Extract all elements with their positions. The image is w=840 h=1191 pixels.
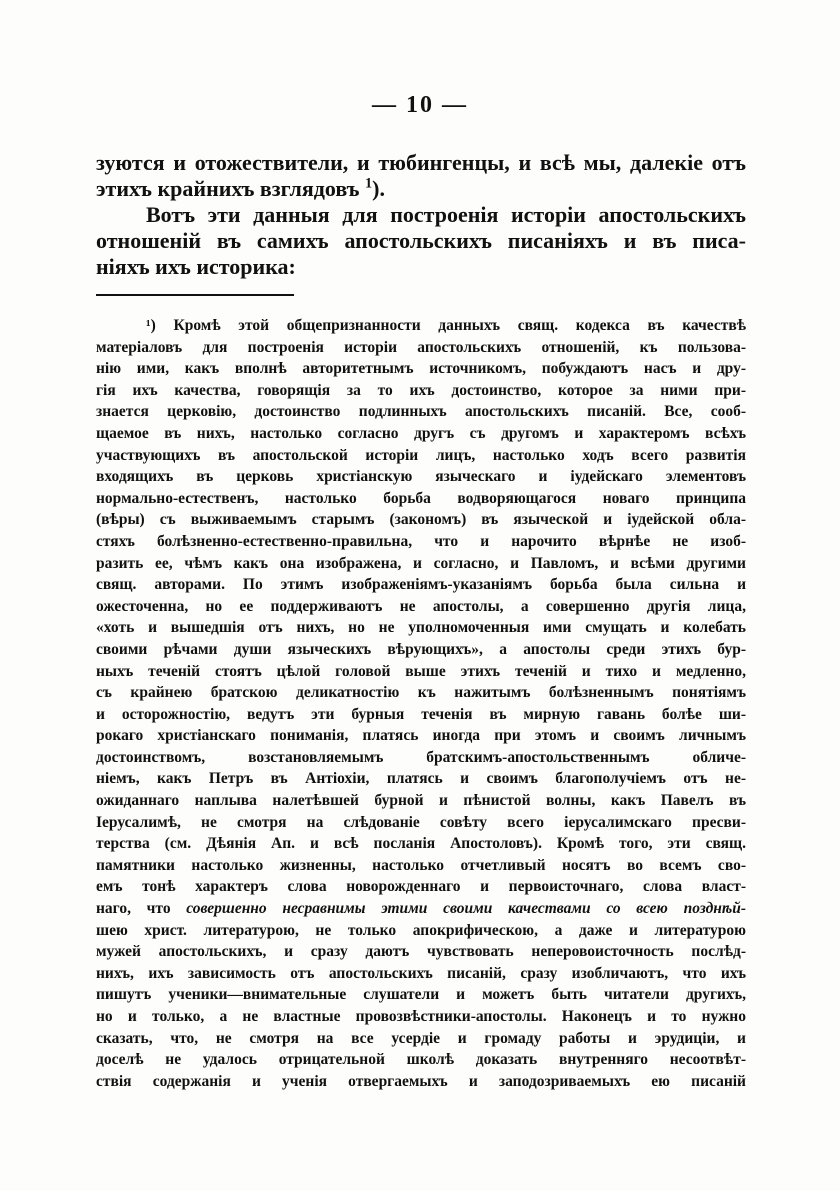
footnote-line: Іерусалимѣ, не смотря на слѣдованіе совѣту всего іерусалимскаго пресви-: [96, 813, 746, 831]
footnote-italic-emphasis: совершенно несравнимы этими своими качествами со всею позднѣй-: [186, 900, 747, 918]
footnote-line: мужей апостольскихъ, и сразу даютъ чувствовать неперовоисточность послѣд-: [96, 943, 746, 961]
footnote-block: [96, 315, 746, 1092]
footnote-separator: [96, 294, 294, 296]
footnote-line: ніемъ, какъ Петръ въ Антіохіи, платясь и своимъ благополучіемъ отъ не-: [96, 770, 746, 788]
footnote-line: гія ихъ качества, говорящія за то ихъ достоинство, которое за ними при-: [96, 381, 746, 399]
footnote-line-italic-start: [96, 898, 746, 920]
footnote-line: нію ими, какъ вполнѣ авторитетнымъ источникомъ, побуждаютъ насъ и дру-: [96, 360, 746, 378]
footnote-line: щаемое въ нихъ, настолько согласно другъ съ другомъ и характеромъ всѣхъ: [96, 424, 746, 442]
footnote-line: нихъ, ихъ зависимость отъ апостольскихъ писаній, сразу изобличаютъ, что ихъ: [96, 964, 746, 982]
footnote-line: своими рѣчами души языческихъ вѣрующихъ», а апостолы среди этихъ бур-: [96, 640, 746, 658]
footnote-line: терства (см. Дѣянія Ап. и всѣ посланія Апостоловъ). Кромѣ того, эти свящ.: [96, 835, 746, 853]
footnote-line: ныхъ теченій стоятъ цѣлой головой выше этихъ теченій и тихо и медленно,: [96, 662, 746, 680]
footnote-line: но и только, а не властные провозвѣстники-апостолы. Наконецъ и то нужно: [96, 1008, 746, 1025]
footnote-line: стяхъ болѣзненно-естественно-правильна, что и нарочито вѣрнѣе не изоб-: [96, 532, 746, 550]
footnote-line: пишутъ ученики—внимательные слушатели и можетъ быть читатели другихъ,: [96, 986, 746, 1004]
page-number: — 10 —: [372, 92, 468, 118]
main-line-2-end: ).: [372, 176, 385, 201]
footnote-line: доселѣ не удалось отрицательной школѣ доказать внутренняго несоотвѣт-: [96, 1051, 746, 1069]
footnote-marker: ¹): [146, 317, 156, 334]
main-line-1: зуются и отожествители, и тюбингенцы, и всѣ мы, далекіе отъ: [96, 150, 746, 175]
footnote-line: съ крайнею братскою деликатностію къ нажитымъ болѣзненнымъ понятіямъ: [96, 684, 746, 702]
main-line-2: [96, 176, 746, 202]
main-line-3: Вотъ эти данныя для построенія исторіи апостольскихъ: [146, 202, 746, 227]
footnote-line: (вѣры) съ выживаемымъ старымъ (закономъ) въ языческой и іудейской обла-: [96, 511, 746, 529]
footnote-line-1: [96, 315, 746, 337]
main-line-5: ніяхъ ихъ историка:: [96, 254, 296, 279]
footnote-line: сказать, что, не смотря на все усердіе и громаду работы и эрудиціи, и: [96, 1029, 746, 1047]
footnote-line: памятники настолько жизненны, настолько отчетливый носятъ во всемъ сво-: [96, 856, 746, 874]
main-line-4: отношеній въ самихъ апостольскихъ писаніяхъ и въ писа-: [96, 228, 746, 253]
main-text-block: [96, 150, 746, 280]
footnote-reference[interactable]: 1: [364, 175, 373, 192]
footnote-line: знается церковію, достоинство подлинныхъ апостольскихъ писаній. Все, сооб-: [96, 403, 746, 421]
footnote-line: нормально-естественъ, настолько борьба водворяющагося новаго принципа: [96, 489, 746, 507]
footnote-line: ожиданнаго наплыва налетѣвшей бурной и пѣнистой волны, какъ Павелъ въ: [96, 792, 746, 810]
footnote-line: «хоть и вышедшія отъ нихъ, но не уполномоченныя ими смущать и колебать: [96, 619, 746, 637]
footnote-line: емъ тонѣ характеръ слова новорожденнаго и первоисточнаго, слова власт-: [96, 878, 746, 896]
footnote-line: ожесточенна, но ее поддерживаютъ не апостолы, а совершенно другія лица,: [96, 597, 746, 615]
main-line-2-text: этихъ крайнихъ взглядовъ: [96, 176, 365, 201]
footnote-line: участвующихъ въ апостольской исторіи лицъ, настолько ходъ всего развитія: [96, 446, 746, 464]
footnote-line: свящ. авторами. По этимъ изображеніямъ-указаніямъ борьба была сильна и: [96, 576, 746, 594]
footnote-line-1-text: Кромѣ этой общепризнанности данныхъ свящ. кодекса въ качествѣ: [173, 317, 746, 334]
footnote-line: и осторожностію, ведутъ эти бурныя теченія въ мирную гавань болѣе ши-: [96, 705, 746, 723]
footnote-line: достоинствомъ, возстановляемымъ братскимъ-апостольственнымъ обличе-: [96, 748, 746, 766]
footnote-line: рокаго христіанскаго пониманія, платясь иногда при этомъ и своимъ личнымъ: [96, 727, 746, 745]
footnote-line: шею христ. литературою, не только апокрифическою, а даже и литературою: [96, 921, 746, 939]
footnote-line-28-lead: наго, что: [96, 900, 187, 918]
footnote-line: входящихъ въ церковь христіанскую языческаго и іудейскаго элементовъ: [96, 468, 746, 486]
footnote-line: разить ее, чѣмъ какъ она изображена, и согласно, и Павломъ, и всѣми другими: [96, 554, 746, 572]
footnote-line: матеріаловъ для построенія исторіи апостольскихъ отношеній, къ пользова-: [96, 338, 746, 356]
footnote-line: ствія содержанія и ученія отвергаемыхъ и заподозриваемыхъ ею писаній: [96, 1072, 746, 1090]
